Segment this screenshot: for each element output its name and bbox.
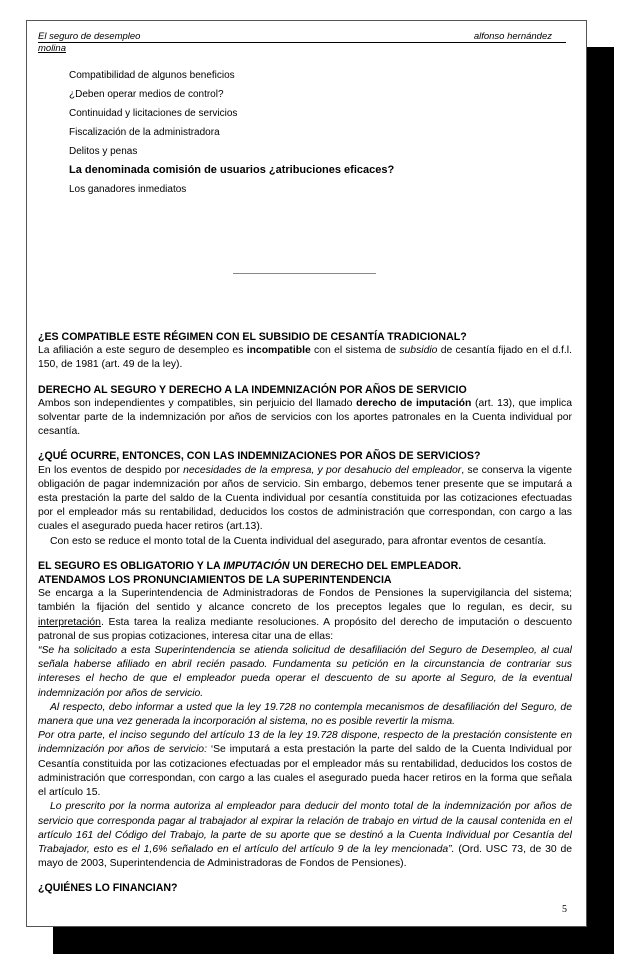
page-shadow-right <box>587 47 614 954</box>
topic-item: Los ganadores inmediatos <box>69 184 187 195</box>
quote-paragraph: Por otra parte, el inciso segundo del artículo 13 de la ley 19.728 dispone, respecto de la prestación consistente en indemnización por años de servicio: ‘Se imputará a esta prestación la parte del saldo de la Cuenta Individual por Cesantía constituida por las cotizaciones efectuadas por el empleador más su rentabilidad, deducidos los costos de administración que correspondan, con cargo a las cuales el asegurado pueda hacer retiros en la forma que señala el artículo 15. <box>38 730 572 799</box>
document-body <box>38 330 572 896</box>
section-heading-obligatory: EL SEGURO ES OBLIGATORIO Y LA IMPUTACIÓN UN DERECHO DEL EMPLEADOR. <box>38 559 462 572</box>
topic-list <box>69 66 394 199</box>
quote-paragraph: “Se ha solicitado a esta Superintendencia se atienda solicitud de desafiliación del Seguro de Desempleo, al cual señala haberse afiliado en abril recién pasado. Fundamenta su petición en la circunstancia de contrariar sus intereses el hecho de que el empleador pueda operar el descuento de su aporte al Seguro, de la eventual indemnización por años de servicio. <box>38 645 572 699</box>
section-heading-financing: ¿QUIÉNES LO FINANCIAN? <box>38 882 178 895</box>
paragraph: Ambos son independientes y compatibles, sin perjuicio del llamado derecho de imputación (art. 13), que implica solventar parte de la indemnización por años de servicios con los aportes patronales en la Cuenta individual por cesantía. <box>38 397 572 438</box>
topic-item: ¿Deben operar medios de control? <box>69 89 224 100</box>
header-author-continued: molina <box>38 43 66 54</box>
topic-item: Delitos y penas <box>69 146 138 157</box>
section-subheading-superintendencia: ATENDAMOS LOS PRONUNCIAMIENTOS DE LA SUPERINTENDENCIA <box>38 574 392 587</box>
quote-paragraph: Al respecto, debo informar a usted que la ley 19.728 no contempla mecanismos de desafiliación del Seguro, de manera que una vez generada la incorporación al sistema, no es posible revertir la misma. <box>38 701 572 728</box>
topic-item: Compatibilidad de algunos beneficios <box>69 70 235 81</box>
section-separator <box>233 273 376 274</box>
section-heading-compatibility: ¿ES COMPATIBLE ESTE RÉGIMEN CON EL SUBSIDIO DE CESANTÍA TRADICIONAL? <box>38 331 467 343</box>
document-page <box>26 20 587 927</box>
paragraph: En los eventos de despido por necesidades de la empresa, y por desahucio del empleador, se conserva la vigente obligación de pagar indemnización por años de servicio. Sin embargo, debemos tener presente que se imputará a esta prestación la parte del saldo de la Cuenta individual por cesantía constituida por las cotizaciones efectuadas por el empleador más su rentabilidad, deducidos los costos de administración que correspondan, con cargo a las cuales el asegurado pueda hacer retiros (art.13). <box>38 464 572 533</box>
paragraph: Con esto se reduce el monto total de la Cuenta individual del asegurado, para afrontar eventos de cesantía. <box>50 535 547 547</box>
page-shadow-bottom <box>53 927 614 954</box>
header-author: alfonso hernández <box>473 31 552 42</box>
paragraph: La afiliación a este seguro de desempleo es incompatible con el sistema de subsidio de cesantía fijado en el d.f.l. 150, de 1981 (art. 49 de la ley). <box>38 345 572 371</box>
topic-item-highlighted: La denominada comisión de usuarios ¿atribuciones eficaces? <box>69 164 395 176</box>
topic-item: Continuidad y licitaciones de servicios <box>69 108 238 119</box>
section-heading-indemnities: ¿QUÉ OCURRE, ENTONCES, CON LAS INDEMNIZACIONES POR AÑOS DE SERVICIOS? <box>38 450 481 463</box>
header-title: El seguro de desempleo <box>38 31 141 42</box>
paragraph: Se encarga a la Superintendencia de Administradoras de Fondos de Pensiones la supervigilancia del sistema; también la fijación del sentido y alcance concreto de los preceptos legales que lo regulan, es decir, su interpretación. Esta tarea la realiza mediante resoluciones. A propósito del derecho de imputación o descuento patronal de sus propias cotizaciones, interesa citar una de ellas: <box>38 588 572 642</box>
topic-item: Fiscalización de la administradora <box>69 127 220 138</box>
section-heading-rights: DERECHO AL SEGURO Y DERECHO A LA INDEMNIZACIÓN POR AÑOS DE SERVICIO <box>38 383 467 396</box>
quote-paragraph: Lo prescrito por la norma autoriza al empleador para deducir del monto total de la indemnización por años de servicio que corresponda pagar al trabajador al expirar la relación de trabajo en virtud de la causal contenida en el artículo 161 del Código del Trabajo, la parte de su aporte que se destinó a la Cuenta Individual por Cesantía del Trabajador, esto es el 1,6% señalado en el artículo del artículo 9 de la ley mencionada”. (Ord. USC 73, de 30 de mayo de 2003, Superintendencia de Administradoras de Fondos de Pensiones). <box>38 801 572 870</box>
header-rule <box>38 42 566 43</box>
page-number: 5 <box>562 904 567 915</box>
